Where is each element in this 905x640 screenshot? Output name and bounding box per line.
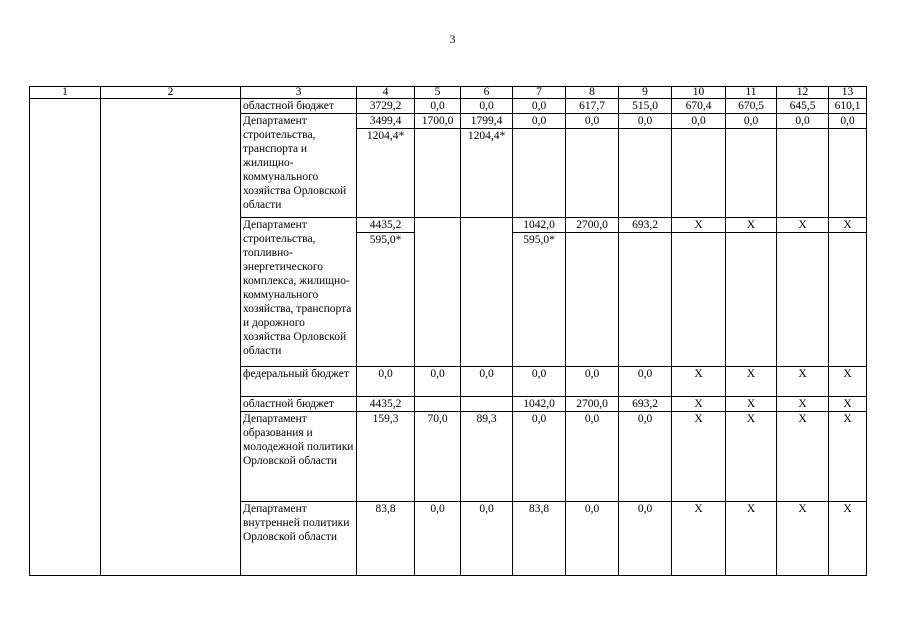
value-cell: 0,0 — [566, 367, 619, 397]
value-cell: X — [777, 397, 829, 412]
value-cell: 0,0 — [619, 502, 672, 576]
value-cell: 645,5 — [777, 99, 829, 114]
value-cell: 3729,2 — [357, 99, 415, 114]
value-cell: 693,2 — [619, 397, 672, 412]
header-cell: 11 — [726, 87, 777, 99]
value-cell: 4435,2 — [357, 397, 415, 412]
value-cell: 0,0 — [777, 114, 829, 129]
value-cell: 0,0 — [357, 367, 415, 397]
value-cell: 0,0 — [829, 114, 867, 129]
value-cell — [461, 397, 513, 412]
value-cell: 0,0 — [566, 502, 619, 576]
value-cell: 670,4 — [672, 99, 726, 114]
header-cell: 10 — [672, 87, 726, 99]
value-cell — [566, 129, 619, 218]
column-1-merged — [30, 99, 101, 576]
value-cell: X — [777, 502, 829, 576]
value-cell — [461, 218, 513, 367]
value-cell: 595,0* — [513, 233, 566, 367]
value-cell: 0,0 — [619, 367, 672, 397]
value-cell: 0,0 — [513, 367, 566, 397]
value-cell — [415, 218, 461, 367]
value-cell: 0,0 — [415, 502, 461, 576]
value-cell: 0,0 — [415, 99, 461, 114]
value-cell: X — [829, 397, 867, 412]
value-cell: 617,7 — [566, 99, 619, 114]
value-cell: X — [777, 218, 829, 233]
value-cell: 4435,2 — [357, 218, 415, 233]
value-cell: 0,0 — [513, 99, 566, 114]
value-cell: 0,0 — [566, 412, 619, 502]
value-cell: 0,0 — [726, 114, 777, 129]
value-cell — [726, 129, 777, 218]
value-cell: 1204,4* — [357, 129, 415, 218]
value-cell — [726, 233, 777, 367]
value-cell: X — [777, 412, 829, 502]
header-cell: 8 — [566, 87, 619, 99]
page-number: 3 — [449, 32, 456, 46]
value-cell: X — [672, 397, 726, 412]
value-cell: 1799,4 — [461, 114, 513, 129]
value-cell — [777, 129, 829, 218]
value-cell: X — [777, 367, 829, 397]
value-cell: X — [726, 218, 777, 233]
value-cell: 0,0 — [461, 502, 513, 576]
value-cell: X — [829, 412, 867, 502]
value-cell — [777, 233, 829, 367]
value-cell — [619, 233, 672, 367]
value-cell: 1700,0 — [415, 114, 461, 129]
value-cell: 2700,0 — [566, 397, 619, 412]
value-cell: 0,0 — [619, 114, 672, 129]
value-cell: 0,0 — [415, 367, 461, 397]
value-cell: 1042,0 — [513, 397, 566, 412]
value-cell: 515,0 — [619, 99, 672, 114]
header-cell: 4 — [357, 87, 415, 99]
value-cell: 83,8 — [357, 502, 415, 576]
value-cell — [513, 129, 566, 218]
header-cell: 1 — [30, 87, 101, 99]
header-cell: 9 — [619, 87, 672, 99]
value-cell: 0,0 — [672, 114, 726, 129]
value-cell: X — [672, 218, 726, 233]
value-cell: 0,0 — [619, 412, 672, 502]
header-cell: 3 — [241, 87, 357, 99]
value-cell: 3499,4 — [357, 114, 415, 129]
header-cell: 12 — [777, 87, 829, 99]
row-label: областной бюджет — [241, 99, 357, 114]
header-cell: 2 — [101, 87, 241, 99]
value-cell: 595,0* — [357, 233, 415, 367]
value-cell — [415, 129, 461, 218]
value-cell: 0,0 — [513, 114, 566, 129]
value-cell — [672, 129, 726, 218]
value-cell: 610,1 — [829, 99, 867, 114]
value-cell: 2700,0 — [566, 218, 619, 233]
table-row — [30, 99, 867, 114]
value-cell — [829, 233, 867, 367]
value-cell — [415, 397, 461, 412]
value-cell: X — [726, 502, 777, 576]
value-cell — [829, 129, 867, 218]
header-row — [30, 87, 867, 99]
header-cell: 13 — [829, 87, 867, 99]
value-cell: X — [672, 367, 726, 397]
value-cell: 83,8 — [513, 502, 566, 576]
value-cell — [566, 233, 619, 367]
column-2-merged — [101, 99, 241, 576]
value-cell: 0,0 — [513, 412, 566, 502]
value-cell: X — [726, 412, 777, 502]
value-cell: X — [726, 397, 777, 412]
value-cell: X — [726, 367, 777, 397]
value-cell: 0,0 — [566, 114, 619, 129]
value-cell — [619, 129, 672, 218]
value-cell — [672, 233, 726, 367]
row-label: Департамент строительства, топливно-энергетического комплекса, жилищно-коммунального хозяйства, транспорта и дорожного хозяйства Орловской области — [241, 218, 357, 367]
value-cell: X — [829, 367, 867, 397]
budget-table — [29, 86, 867, 576]
row-label: федеральный бюджет — [241, 367, 357, 397]
value-cell: 1204,4* — [461, 129, 513, 218]
header-cell: 7 — [513, 87, 566, 99]
value-cell: X — [829, 218, 867, 233]
row-label: Департамент строительства, транспорта и жилищно-коммунального хозяйства Орловской области — [241, 114, 357, 218]
row-label: областной бюджет — [241, 397, 357, 412]
value-cell: 70,0 — [415, 412, 461, 502]
value-cell: 693,2 — [619, 218, 672, 233]
row-label: Департамент внутренней политики Орловской области — [241, 502, 357, 576]
value-cell: 0,0 — [461, 99, 513, 114]
value-cell: X — [672, 412, 726, 502]
value-cell: X — [672, 502, 726, 576]
value-cell: 1042,0 — [513, 218, 566, 233]
row-label: Департамент образования и молодежной политики Орловской области — [241, 412, 357, 502]
value-cell: 0,0 — [461, 367, 513, 397]
value-cell: 670,5 — [726, 99, 777, 114]
header-cell: 5 — [415, 87, 461, 99]
value-cell: 89,3 — [461, 412, 513, 502]
value-cell: X — [829, 502, 867, 576]
header-cell: 6 — [461, 87, 513, 99]
value-cell: 159,3 — [357, 412, 415, 502]
